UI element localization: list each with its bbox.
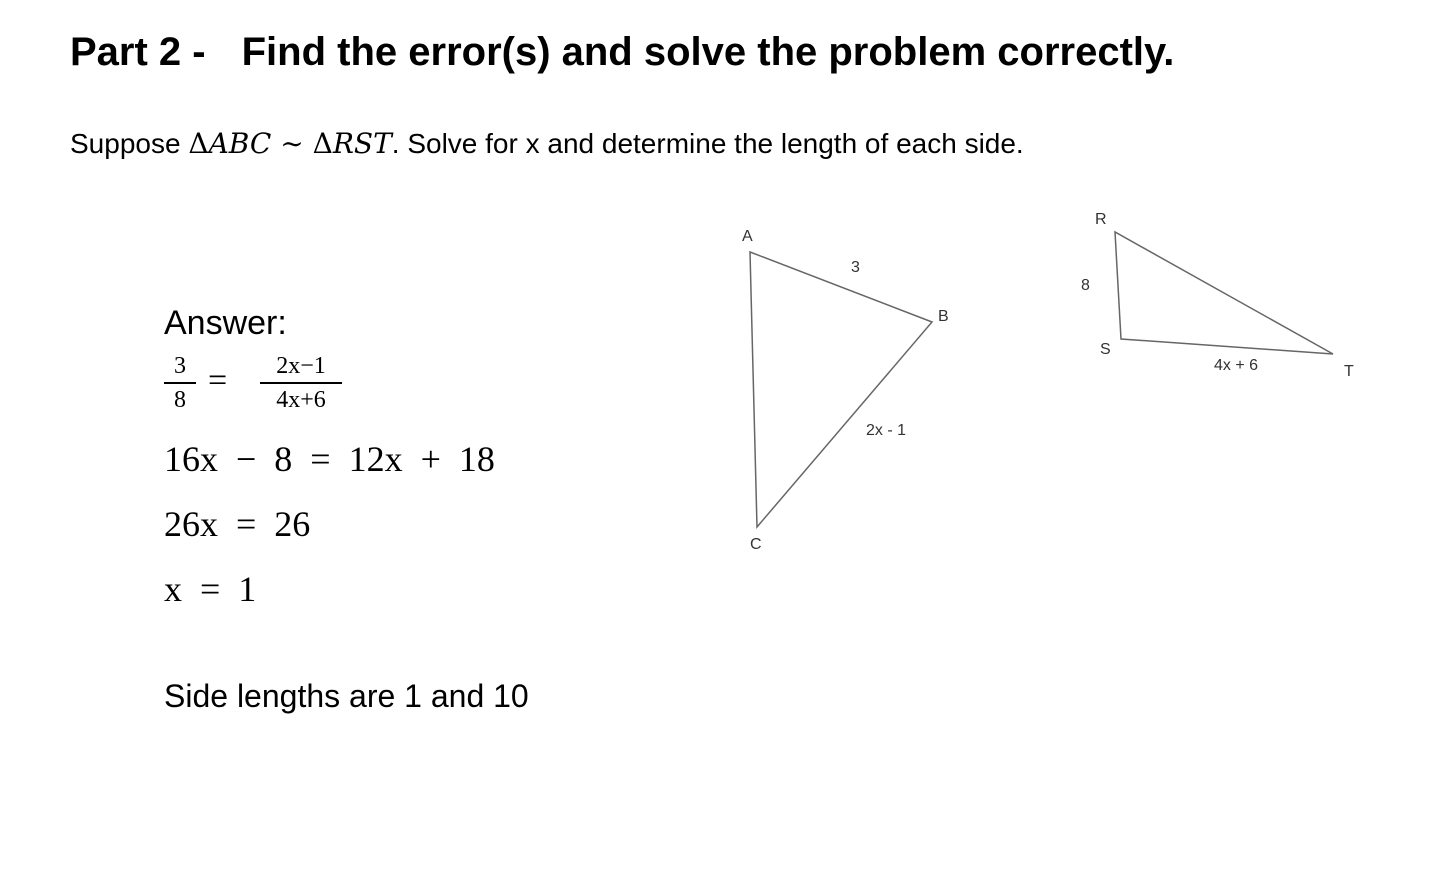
heading-title: Find the error(s) and solve the problem correctly. bbox=[241, 30, 1175, 74]
similar-symbol: ∼ bbox=[271, 127, 313, 160]
triangle-rst-shape bbox=[1115, 232, 1333, 354]
vertex-c-label: C bbox=[750, 536, 762, 553]
fraction-right-denominator: 4x+6 bbox=[276, 387, 326, 413]
side-lengths-result: Side lengths are 1 and 10 bbox=[164, 678, 529, 714]
prompt-tail: . Solve for x and determine the length of each side. bbox=[391, 128, 1024, 159]
fraction-left-denominator: 8 bbox=[174, 387, 186, 413]
equation-step-3: x = 1 bbox=[164, 569, 257, 609]
triangle-rst-letters: RST bbox=[332, 127, 392, 160]
delta-symbol-2: Δ bbox=[312, 127, 333, 160]
proportion-equals-sign: = bbox=[208, 362, 228, 399]
fraction-left-numerator: 3 bbox=[164, 352, 196, 384]
vertex-s-label: S bbox=[1100, 341, 1111, 358]
triangle-abc-letters: ABC bbox=[208, 127, 272, 160]
prompt-lead: Suppose bbox=[70, 128, 189, 159]
vertex-r-label: R bbox=[1095, 211, 1107, 228]
triangle-abc-shape bbox=[750, 252, 932, 527]
vertex-b-label: B bbox=[938, 308, 949, 325]
side-rs-label: 8 bbox=[1081, 277, 1090, 294]
answer-label: Answer: bbox=[164, 304, 287, 342]
vertex-t-label: T bbox=[1344, 363, 1354, 380]
equation-step-1: 16x − 8 = 12x + 18 bbox=[164, 439, 495, 479]
fraction-right-numerator: 2x−1 bbox=[260, 352, 342, 384]
equation-step-2: 26x = 26 bbox=[164, 504, 311, 544]
heading-part-label: Part 2 - bbox=[70, 30, 206, 74]
side-bc-label: 2x - 1 bbox=[866, 422, 907, 439]
vertex-a-label: A bbox=[742, 228, 753, 245]
side-st-label: 4x + 6 bbox=[1214, 357, 1259, 374]
delta-symbol-1: Δ bbox=[188, 127, 209, 160]
side-ab-label: 3 bbox=[851, 259, 860, 276]
